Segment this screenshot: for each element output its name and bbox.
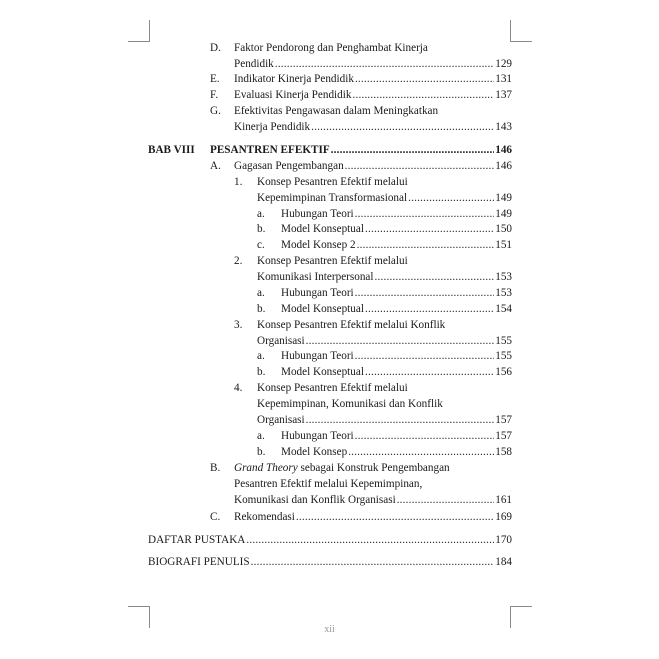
toc-entry-d (234, 57, 512, 71)
toc-label-4: 4. (234, 382, 243, 394)
toc-entry-b-line2: Pesantren Efektif melalui Kepemimpinan, (234, 478, 423, 490)
toc-bab-entry (210, 143, 512, 157)
toc-entry-4-line2: Kepemimpinan, Komunikasi dan Konflik (257, 398, 443, 410)
toc-entry-g-line1: Efektivitas Pengawasan dalam Meningkatkan (234, 105, 439, 117)
toc-entry-b-italic: Grand Theory (234, 462, 298, 474)
toc-entry-a-text: Gagasan Pengembangan (234, 160, 344, 172)
toc-entry-4a-page: 157 (495, 430, 512, 442)
toc-entry-4a (281, 429, 512, 443)
toc-entry-f-page: 137 (495, 89, 512, 101)
toc-entry-c-text: Rekomendasi (234, 511, 295, 523)
leader-dots (348, 445, 494, 459)
toc-label-g: G. (210, 105, 221, 117)
crop-mark-top-right-v (510, 20, 511, 42)
toc-label-d: D. (210, 42, 221, 54)
toc-bab-title: PESANTREN EFEKTIF (210, 144, 330, 156)
leader-dots (357, 238, 495, 252)
leader-dots (375, 270, 495, 284)
toc-label-3a: a. (257, 350, 265, 362)
toc-entry-1c-text: Model Konsep 2 (281, 239, 356, 251)
leader-dots (251, 555, 495, 569)
toc-entry-b-rest: sebagai Konstruk Pengembangan (297, 462, 450, 474)
page-number: xii (324, 624, 335, 635)
toc-entry-d-page: 129 (495, 58, 512, 70)
toc-daftar-text: DAFTAR PUSTAKA (148, 534, 246, 546)
toc-entry-1b (281, 222, 512, 236)
toc-entry-1c-page: 151 (495, 239, 512, 251)
toc-entry-3a-page: 155 (495, 350, 512, 362)
toc-entry-2b-page: 154 (495, 303, 512, 315)
leader-dots (331, 143, 495, 157)
toc-entry-b (234, 493, 512, 507)
leader-dots (306, 334, 495, 348)
toc-bab-label: BAB VIII (148, 144, 195, 156)
leader-dots (355, 72, 494, 86)
toc-bab-page: 146 (495, 144, 512, 156)
crop-mark-top-right-h (510, 41, 532, 42)
toc-entry-2a-page: 153 (495, 287, 512, 299)
toc-entry-3b (281, 365, 512, 379)
toc-entry-2b-text: Model Konseptual (281, 303, 364, 315)
leader-dots (355, 429, 495, 443)
toc-entry-3 (257, 334, 512, 348)
toc-label-b: B. (210, 462, 221, 474)
toc-entry-1-page: 149 (495, 192, 512, 204)
toc-entry-1b-text: Model Konseptual (281, 223, 364, 235)
crop-mark-top-left-v (149, 20, 150, 42)
toc-entry-b-page: 161 (495, 494, 512, 506)
toc-entry-4 (257, 413, 512, 427)
leader-dots (311, 120, 494, 134)
toc-daftar-page: 170 (495, 534, 512, 546)
toc-entry-2-text: Komunikasi Interpersonal (257, 271, 374, 283)
toc-entry-c-page: 169 (495, 511, 512, 523)
leader-dots (397, 493, 495, 507)
toc-label-2a: a. (257, 287, 265, 299)
toc-entry-1 (257, 191, 512, 205)
leader-dots (355, 349, 495, 363)
leader-dots (275, 57, 494, 71)
toc-entry-4b (281, 445, 512, 459)
toc-entry-1b-page: 150 (495, 223, 512, 235)
toc-entry-3a-text: Hubungan Teori (281, 350, 354, 362)
leader-dots (355, 286, 495, 300)
toc-entry-2-line1: Konsep Pesantren Efektif melalui (257, 255, 408, 267)
leader-dots (365, 222, 494, 236)
leader-dots (365, 365, 494, 379)
toc-entry-2a-text: Hubungan Teori (281, 287, 354, 299)
toc-entry-1-line1: Konsep Pesantren Efektif melalui (257, 176, 408, 188)
toc-label-1: 1. (234, 176, 243, 188)
toc-entry-1a (281, 207, 512, 221)
leader-dots (246, 533, 494, 547)
toc-entry-3b-page: 156 (495, 366, 512, 378)
leader-dots (355, 207, 495, 221)
toc-bio-page: 184 (495, 556, 512, 568)
toc-entry-1c (281, 238, 512, 252)
leader-dots (352, 88, 494, 102)
toc-entry-2 (257, 270, 512, 284)
toc-entry-e-page: 131 (495, 73, 512, 85)
leader-dots (296, 510, 494, 524)
toc-entry-d-text: Pendidik (234, 58, 274, 70)
toc-entry-b-text: Komunikasi dan Konflik Organisasi (234, 494, 396, 506)
toc-entry-3-line1: Konsep Pesantren Efektif melalui Konflik (257, 319, 446, 331)
toc-entry-2-page: 153 (495, 271, 512, 283)
crop-mark-bottom-left-h (128, 606, 150, 607)
toc-entry-3b-text: Model Konseptual (281, 366, 364, 378)
toc-entry-3-page: 155 (495, 335, 512, 347)
toc-entry-4b-page: 158 (495, 446, 512, 458)
toc-label-4b: b. (257, 446, 266, 458)
toc-entry-c (234, 510, 512, 524)
toc-entry-e (234, 72, 512, 86)
leader-dots (345, 159, 495, 173)
toc-label-f: F. (210, 89, 219, 101)
toc-label-2b: b. (257, 303, 266, 315)
toc-entry-g-page: 143 (495, 121, 512, 133)
toc-entry-3-text: Organisasi (257, 335, 305, 347)
toc-entry-g (234, 120, 512, 134)
toc-entry-biografi (148, 555, 512, 569)
toc-entry-1-text: Kepemimpinan Transformasional (257, 192, 408, 204)
crop-mark-bottom-right-h (510, 606, 532, 607)
toc-entry-b-line1 (234, 461, 450, 475)
toc-entry-1a-page: 149 (495, 208, 512, 220)
toc-label-1c: c. (257, 239, 265, 251)
toc-entry-3a (281, 349, 512, 363)
toc-entry-d-line1: Faktor Pendorong dan Penghambat Kinerja (234, 42, 428, 54)
toc-label-a: A. (210, 160, 221, 172)
toc-entry-a-page: 146 (495, 160, 512, 172)
toc-entry-4b-text: Model Konsep (281, 446, 348, 458)
toc-label-e: E. (210, 73, 220, 85)
toc-label-3: 3. (234, 319, 243, 331)
toc-entry-2b (281, 302, 512, 316)
toc-entry-f-text: Evaluasi Kinerja Pendidik (234, 89, 352, 101)
toc-entry-4a-text: Hubungan Teori (281, 430, 354, 442)
leader-dots (306, 413, 495, 427)
toc-entry-4-text: Organisasi (257, 414, 305, 426)
crop-mark-top-left-h (128, 41, 150, 42)
toc-entry-1a-text: Hubungan Teori (281, 208, 354, 220)
toc-label-1a: a. (257, 208, 265, 220)
toc-entry-4-page: 157 (495, 414, 512, 426)
toc-bio-text: BIOGRAFI PENULIS (148, 556, 250, 568)
toc-entry-a (234, 159, 512, 173)
toc-entry-4-line1: Konsep Pesantren Efektif melalui (257, 382, 408, 394)
toc-entry-f (234, 88, 512, 102)
toc-label-2: 2. (234, 255, 243, 267)
toc-entry-daftar-pustaka (148, 533, 512, 547)
toc-entry-2a (281, 286, 512, 300)
leader-dots (365, 302, 494, 316)
toc-entry-e-text: Indikator Kinerja Pendidik (234, 73, 354, 85)
toc-label-3b: b. (257, 366, 266, 378)
toc-entry-g-text: Kinerja Pendidik (234, 121, 311, 133)
toc-label-4a: a. (257, 430, 265, 442)
leader-dots (408, 191, 494, 205)
toc-label-1b: b. (257, 223, 266, 235)
toc-label-c: C. (210, 511, 221, 523)
